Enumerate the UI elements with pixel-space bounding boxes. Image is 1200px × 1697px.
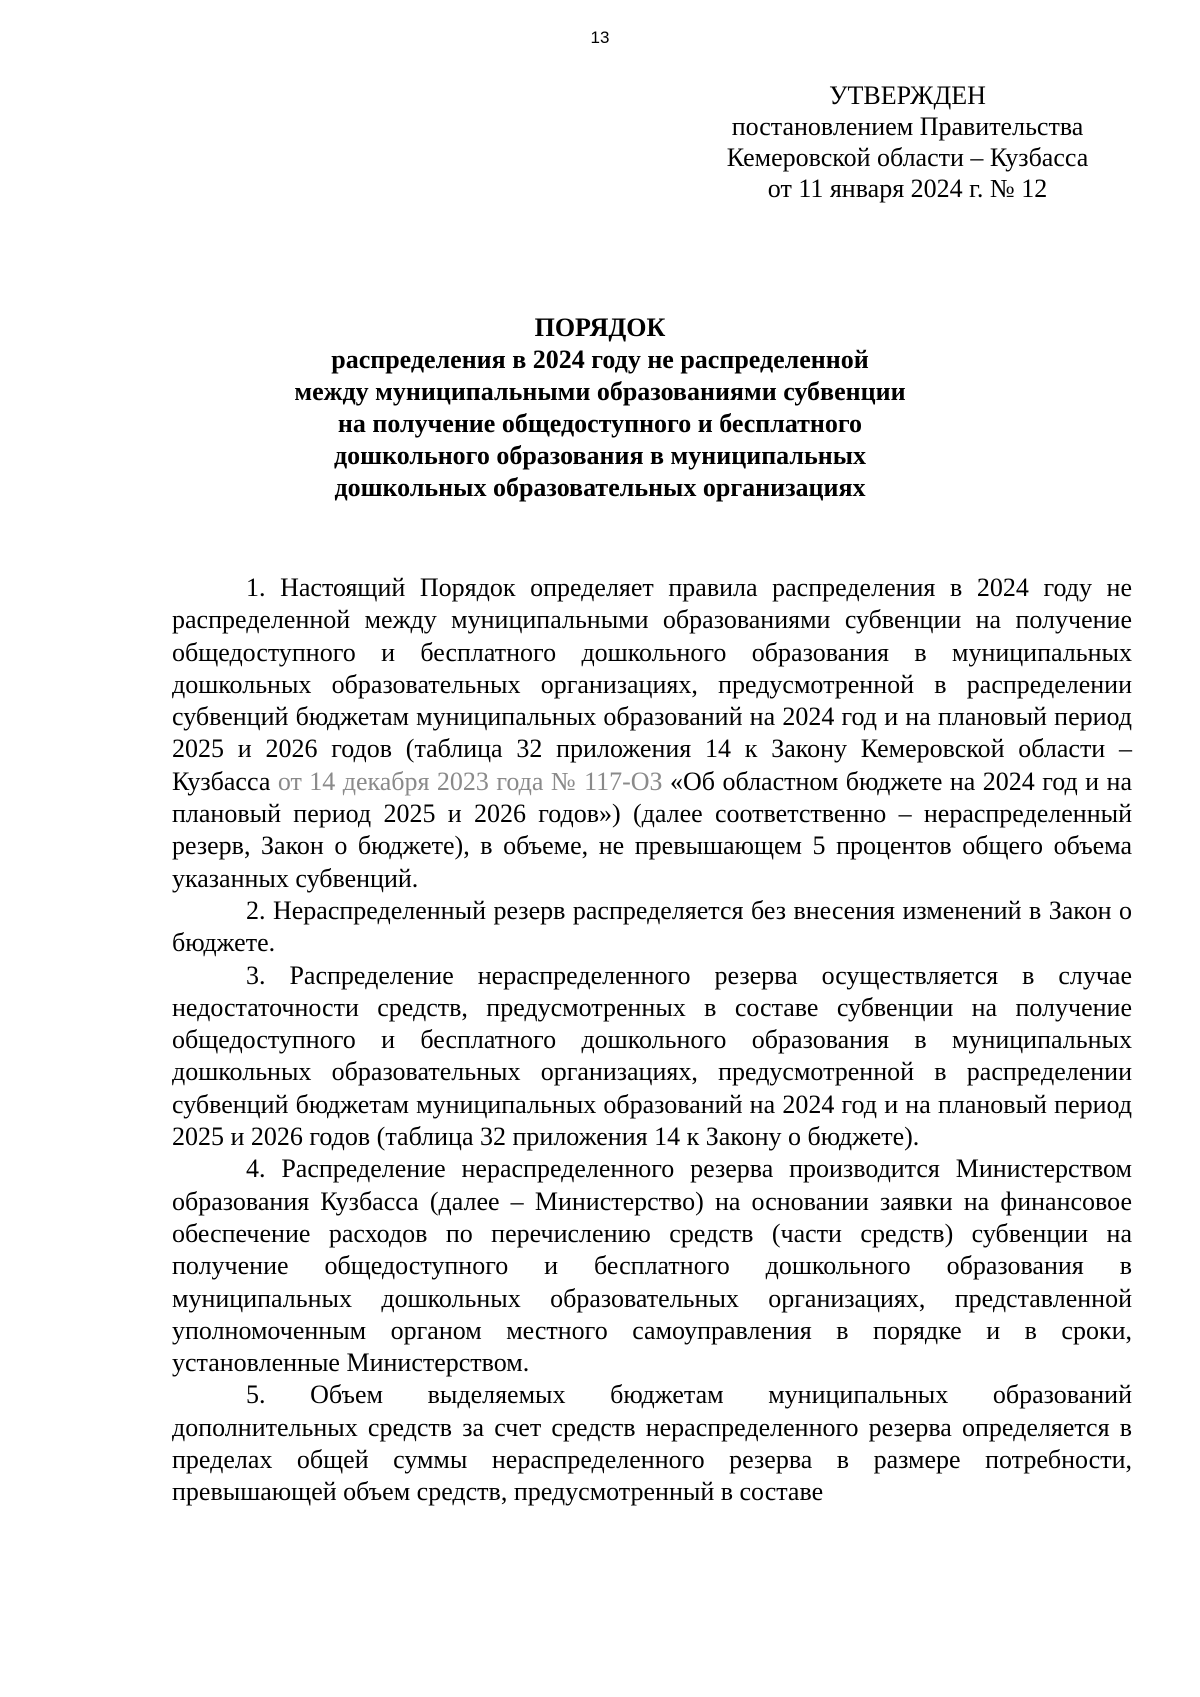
approval-line: УТВЕРЖДЕН <box>829 81 986 110</box>
title-line: дошкольных образовательных организациях <box>334 473 866 502</box>
paragraph-5: 5. Объем выделяемых бюджетам муниципальных образований дополнительных средств за счет средств нераспределенного резерва определяется в пределах общей суммы нераспределенного резерва в размере потребности, превышающей объем средств, предусмотренный в составе <box>172 1380 1132 1507</box>
document-title <box>150 312 1050 504</box>
law-reference: от 14 декабря 2023 года № 117-ОЗ <box>277 766 663 796</box>
paragraph-1 <box>172 572 1132 895</box>
title-line: распределения в 2024 году не распределенной <box>331 345 869 374</box>
paragraph-1-text-end: «Об областном бюджете на 2024 год и на плановый период 2025 и 2026 годов») (далее соответственно – нераспределенный резерв, Закон о бюджете), в объеме, не превышающем 5 процентов общего объема указанных субвенций. <box>172 766 1132 893</box>
page-number: 13 <box>590 28 610 47</box>
title-line: между муниципальными образованиями субвенции <box>294 377 906 406</box>
title-line: дошкольного образования в муниципальных <box>333 441 867 470</box>
paragraph-3: 3. Распределение нераспределенного резерва осуществляется в случае недостаточности средств, предусмотренных в составе субвенции на получение общедоступного и бесплатного дошкольного образования в муниципальных дошкольных образовательных организациях, предусмотренной в распределении субвенций бюджетам муниципальных образований на 2024 год и на плановый период 2025 и 2026 годов (таблица 32 приложения 14 к Закону о бюджете). <box>172 960 1132 1152</box>
approval-line: Кемеровской области – Кузбасса <box>726 143 1089 172</box>
title-line: на получение общедоступного и бесплатного <box>337 409 863 438</box>
approval-line: постановлением Правительства <box>731 112 1084 141</box>
paragraph-1-text: 1. Настоящий Порядок определяет правила распределения в 2024 году не распределенной между муниципальными образованиями субвенции на получение общедоступного и бесплатного дошкольного образования в муниципальных дошкольных образовательных организациях, предусмотренной в распределении субвенций бюджетам муниципальных образований на 2024 год и на плановый период 2025 и 2026 годов (таблица 32 приложения 14 к Закону Кемеровской области – Кузбасса <box>172 573 1132 796</box>
document-body <box>172 572 1132 1509</box>
paragraph-4: 4. Распределение нераспределенного резерва производится Министерством образования Кузбасса (далее – Министерство) на основании заявки на финансовое обеспечение расходов по перечислению средств (части средств) субвенции на получение общедоступного и бесплатного дошкольного образования в муниципальных дошкольных образовательных организациях, представленной уполномоченным органом местного самоуправления в порядке и в сроки, установленные Министерством. <box>172 1154 1132 1378</box>
title-heading: ПОРЯДОК <box>534 313 666 342</box>
approval-line: от 11 января 2024 г. № 12 <box>767 174 1048 203</box>
paragraph-2: 2. Нераспределенный резерв распределяется без внесения изменений в Закон о бюджете. <box>172 895 1132 958</box>
approval-stamp <box>700 80 1115 204</box>
